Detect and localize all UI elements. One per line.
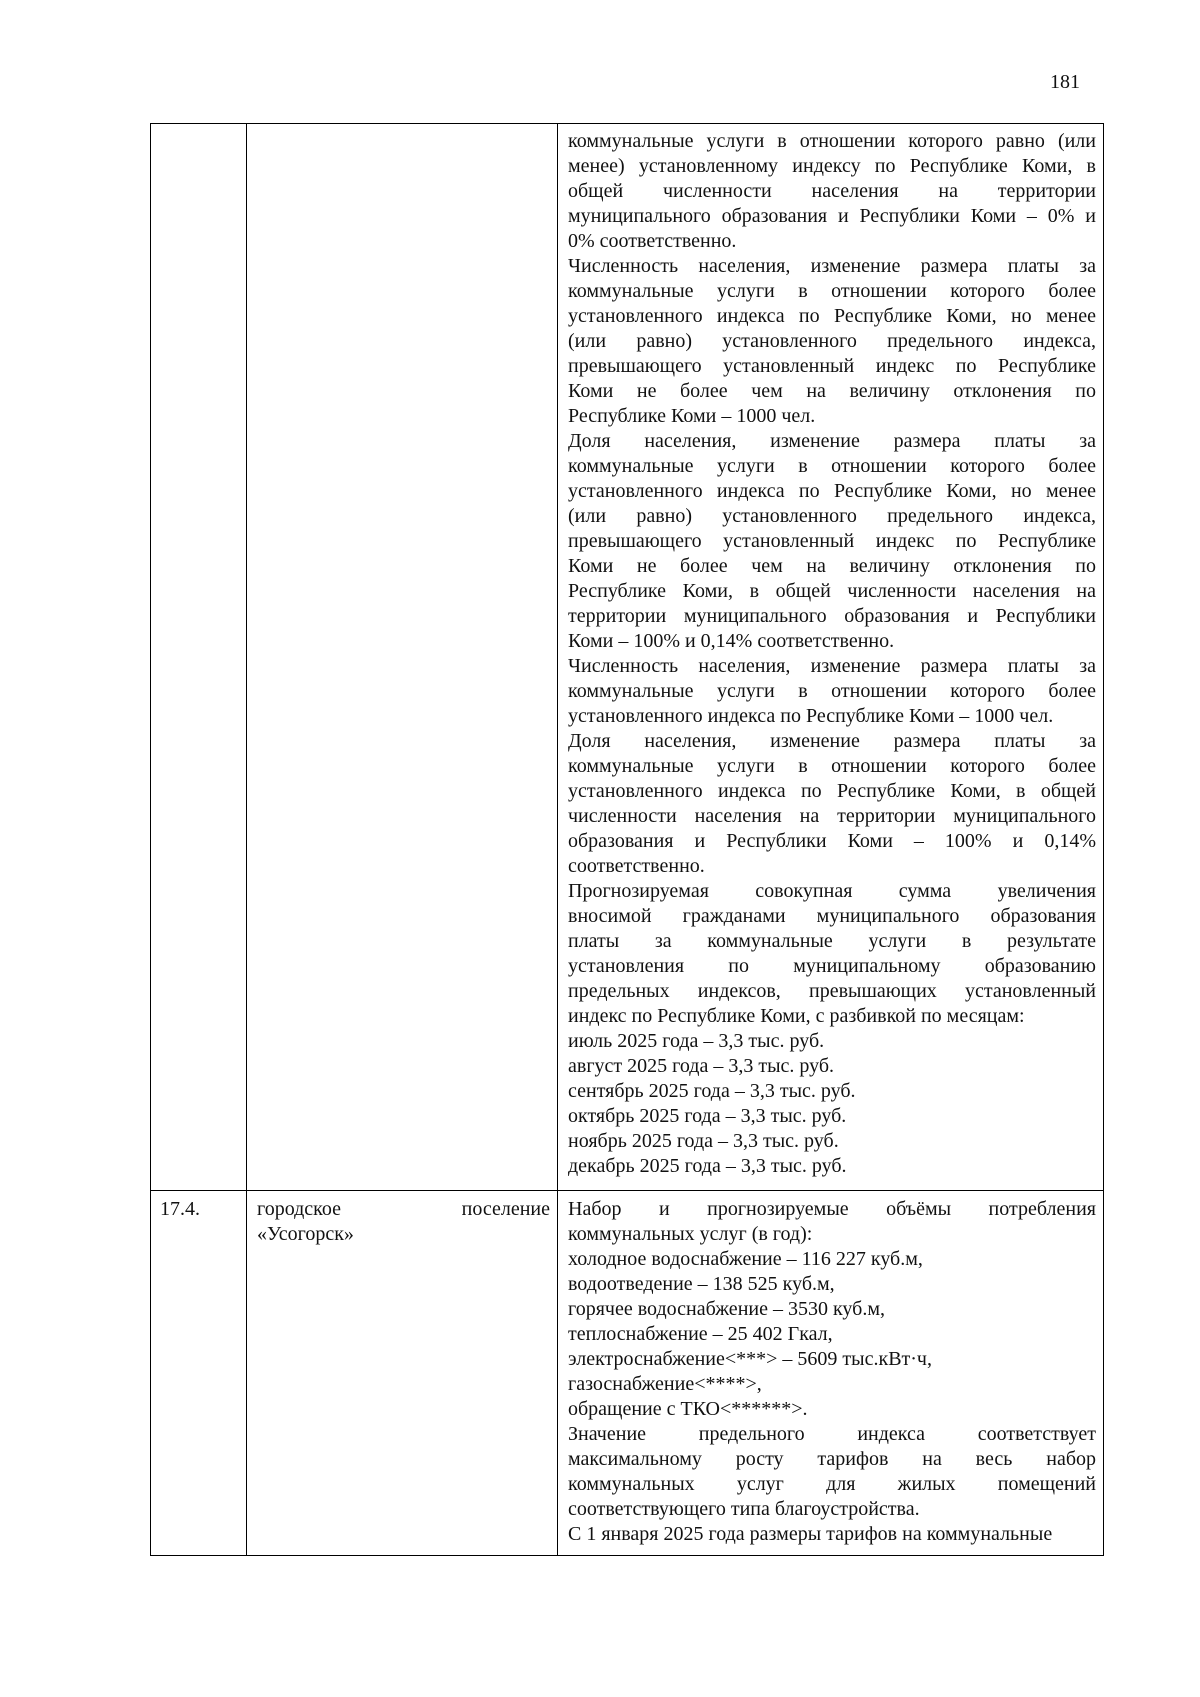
text-line: Значение предельного индекса соответствует — [568, 1423, 1096, 1445]
text-line: горячее водоснабжение – 3530 куб.м, — [568, 1298, 885, 1320]
text-line: общей численности населения на территории — [568, 180, 1096, 202]
cell-name — [247, 124, 558, 1190]
text-line: превышающего установленный индекс по Республике — [568, 355, 1096, 377]
text-line: Доля населения, изменение размера платы за — [568, 430, 1096, 452]
text-line: июль 2025 года – 3,3 тыс. руб. — [568, 1030, 825, 1052]
name-line: городское поселение — [257, 1198, 550, 1220]
text-line: холодное водоснабжение – 116 227 куб.м, — [568, 1248, 923, 1270]
text-line: газоснабжение<****>, — [568, 1373, 762, 1395]
text-line: Численность населения, изменение размера платы за — [568, 655, 1096, 677]
table-row — [151, 124, 1103, 1190]
cell-description — [558, 124, 1103, 1190]
text-line: коммунальных услуг для жилых помещений — [568, 1473, 1096, 1495]
text-line: предельных индексов, превышающих установленный — [568, 980, 1096, 1002]
text-line: теплоснабжение – 25 402 Гкал, — [568, 1323, 833, 1345]
text-line: (или равно) установленного предельного индекса, — [568, 330, 1096, 352]
text-line: ноябрь 2025 года – 3,3 тыс. руб. — [568, 1130, 839, 1152]
text-line: Коми – 100% и 0,14% соответственно. — [568, 630, 895, 652]
text-line: коммунальные услуги в отношении которого более — [568, 280, 1096, 302]
name-line: «Усогорск» — [257, 1223, 354, 1245]
text-line: коммунальные услуги в отношении которого равно (или — [568, 130, 1096, 152]
text-line: менее) установленному индексу по Республике Коми, в — [568, 155, 1096, 177]
cell-name — [247, 1191, 558, 1555]
page-number: 181 — [1050, 71, 1080, 93]
text-line: соответствующего типа благоустройства. — [568, 1498, 920, 1520]
text-line: коммунальные услуги в отношении которого более — [568, 455, 1096, 477]
text-line: Численность населения, изменение размера платы за — [568, 255, 1096, 277]
text-line: вносимой гражданами муниципального образования — [568, 905, 1096, 927]
text-line: обращение с ТКО<******>. — [568, 1398, 808, 1420]
text-line: электроснабжение<***> – 5609 тыс.кВт·ч, — [568, 1348, 932, 1370]
text-line: превышающего установленный индекс по Республике — [568, 530, 1096, 552]
cell-number — [151, 1191, 247, 1555]
text-line: август 2025 года – 3,3 тыс. руб. — [568, 1055, 835, 1077]
text-line: Прогнозируемая совокупная сумма увеличения — [568, 880, 1096, 902]
text-line: соответственно. — [568, 855, 705, 877]
text-line: коммунальных услуг (в год): — [568, 1223, 813, 1245]
text-line: установленного индекса по Республике Коми, в общей — [568, 780, 1096, 802]
text-line: С 1 января 2025 года размеры тарифов на коммунальные — [568, 1523, 1053, 1545]
table-row — [151, 1190, 1103, 1555]
text-line: Республике Коми – 1000 чел. — [568, 405, 816, 427]
text-line: (или равно) установленного предельного индекса, — [568, 505, 1096, 527]
text-line: максимальному росту тарифов на весь набор — [568, 1448, 1096, 1470]
text-line: сентябрь 2025 года – 3,3 тыс. руб. — [568, 1080, 856, 1102]
text-line: численности населения на территории муниципального — [568, 805, 1096, 827]
text-line: муниципального образования и Республики Коми – 0% и — [568, 205, 1096, 227]
text-line: 0% соответственно. — [568, 230, 737, 252]
text-line: водоотведение – 138 525 куб.м, — [568, 1273, 835, 1295]
cell-description — [558, 1191, 1103, 1555]
text-line: Республике Коми, в общей численности населения на — [568, 580, 1096, 602]
text-line: территории муниципального образования и Республики — [568, 605, 1096, 627]
text-line: установленного индекса по Республике Коми, но менее — [568, 305, 1096, 327]
text-line: образования и Республики Коми – 100% и 0,14% — [568, 830, 1096, 852]
text-line: Набор и прогнозируемые объёмы потребления — [568, 1198, 1096, 1220]
text-line: установленного индекса по Республике Коми – 1000 чел. — [568, 705, 1054, 727]
text-line: установленного индекса по Республике Коми, но менее — [568, 480, 1096, 502]
text-line: установления по муниципальному образованию — [568, 955, 1096, 977]
text-line: Коми не более чем на величину отклонения по — [568, 555, 1096, 577]
text-line: коммунальные услуги в отношении которого более — [568, 680, 1096, 702]
text-line: коммунальные услуги в отношении которого более — [568, 755, 1096, 777]
cell-number — [151, 124, 247, 1190]
text-line: Коми не более чем на величину отклонения по — [568, 380, 1096, 402]
document-table — [150, 123, 1104, 1556]
row-number: 17.4. — [160, 1198, 200, 1220]
text-line: индекс по Республике Коми, с разбивкой по месяцам: — [568, 1005, 1025, 1027]
text-line: платы за коммунальные услуги в результате — [568, 930, 1096, 952]
text-line: октябрь 2025 года – 3,3 тыс. руб. — [568, 1105, 847, 1127]
text-line: Доля населения, изменение размера платы за — [568, 730, 1096, 752]
text-line: декабрь 2025 года – 3,3 тыс. руб. — [568, 1155, 847, 1177]
